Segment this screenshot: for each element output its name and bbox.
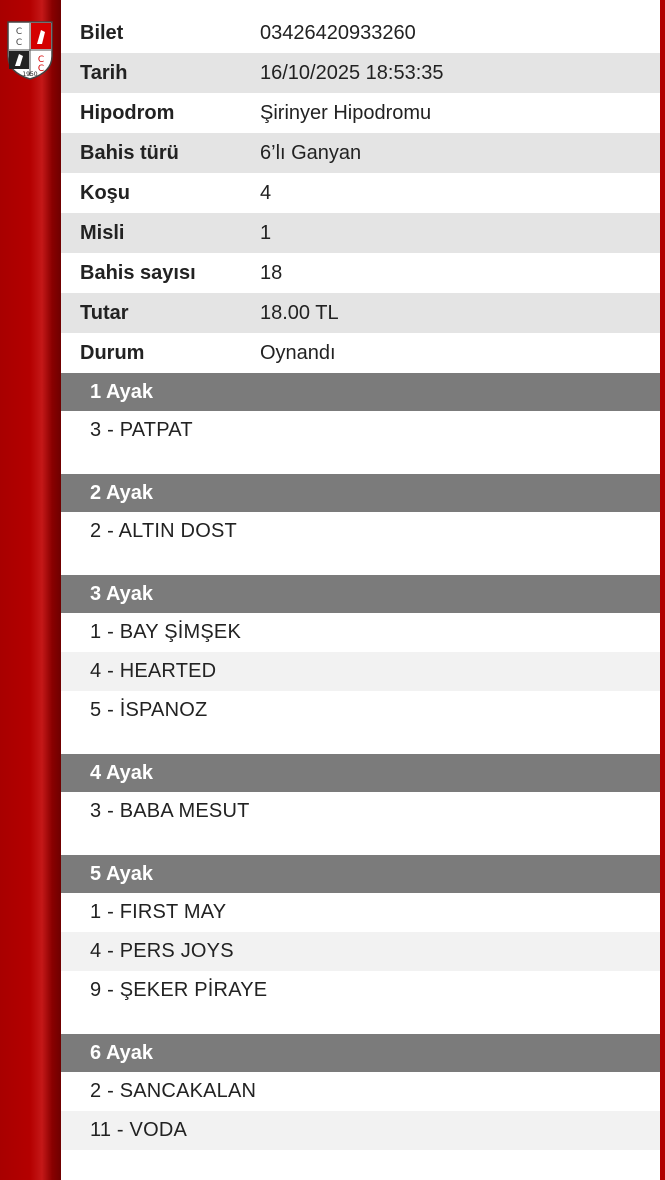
leg-spacer — [61, 1150, 660, 1174]
leg-spacer — [61, 831, 660, 855]
leg-header: 4 Ayak — [61, 754, 660, 792]
svg-text:C: C — [37, 64, 45, 74]
ticket-info-value: 4 — [260, 181, 272, 204]
ticket-info-row — [61, 53, 660, 93]
ticket-info-row — [61, 333, 660, 373]
ticket-info-label: Bahis sayısı — [80, 261, 196, 284]
horse-row: 5 - İSPANOZ — [90, 699, 208, 721]
leg-block — [61, 855, 660, 1034]
ticket-info-label: Bahis türü — [80, 141, 179, 164]
horse-row: 3 - PATPAT — [90, 419, 193, 441]
ticket-info-row — [61, 173, 660, 213]
leg-header: 1 Ayak — [61, 373, 660, 411]
horse-row: 3 - BABA MESUT — [90, 800, 250, 822]
horse-row: 1 - FIRST MAY — [90, 901, 227, 923]
horse-row: 2 - SANCAKALAN — [90, 1080, 257, 1102]
ticket-info-value: 1 — [260, 221, 272, 244]
ticket-info-row — [61, 93, 660, 133]
leg-block — [61, 373, 660, 474]
leg-spacer — [61, 450, 660, 474]
ticket-info-value: 16/10/2025 18:53:35 — [260, 61, 444, 84]
ticket-info-row — [61, 253, 660, 293]
leg-spacer — [61, 730, 660, 754]
horse-row: 4 - PERS JOYS — [61, 932, 660, 971]
ticket-info-label: Hipodrom — [80, 101, 175, 124]
ticket-info-row — [61, 133, 660, 173]
leg-header: 6 Ayak — [61, 1034, 660, 1072]
ticket-info-label: Bilet — [80, 21, 124, 44]
horse-row: 4 - HEARTED — [61, 652, 660, 691]
leg-block — [61, 1034, 660, 1174]
club-crest-icon — [6, 20, 54, 80]
leg-spacer — [61, 1010, 660, 1034]
ticket-info-value: 18 — [260, 261, 283, 284]
horse-row: 9 - ŞEKER PİRAYE — [90, 979, 268, 1001]
leg-block — [61, 575, 660, 754]
horse-row: 11 - VODA — [61, 1111, 660, 1150]
ticket-info-row — [61, 293, 660, 333]
ticket-info-label: Koşu — [80, 181, 130, 204]
horse-row: 1 - BAY ŞİMŞEK — [90, 621, 242, 643]
leg-spacer — [61, 551, 660, 575]
svg-text:1950: 1950 — [22, 71, 38, 78]
ticket-info-row — [61, 213, 660, 253]
ticket-detail-panel — [61, 13, 660, 1174]
svg-text:C: C — [37, 55, 45, 65]
ticket-info-row — [61, 13, 660, 53]
ticket-info-label: Tarih — [80, 61, 128, 84]
leg-header: 3 Ayak — [61, 575, 660, 613]
leg-header: 5 Ayak — [61, 855, 660, 893]
legs-list — [61, 373, 660, 1174]
leg-header: 2 Ayak — [61, 474, 660, 512]
horse-row: 2 - ALTIN DOST — [90, 520, 237, 542]
ticket-info-label: Misli — [80, 221, 125, 244]
leg-block — [61, 754, 660, 855]
ticket-info-value: 18.00 TL — [260, 301, 339, 324]
svg-text:C: C — [15, 38, 23, 48]
left-side-bar — [0, 0, 61, 1180]
right-side-bar — [660, 0, 665, 1180]
svg-text:C: C — [15, 27, 23, 37]
ticket-info-label: Durum — [80, 341, 145, 364]
ticket-info-table — [61, 13, 660, 373]
ticket-info-label: Tutar — [80, 301, 129, 324]
leg-block — [61, 474, 660, 575]
ticket-info-value: 03426420933260 — [260, 21, 416, 44]
ticket-info-value: 6’lı Ganyan — [260, 141, 362, 164]
ticket-info-value: Oynandı — [260, 341, 336, 364]
ticket-info-value: Şirinyer Hipodromu — [260, 101, 432, 124]
